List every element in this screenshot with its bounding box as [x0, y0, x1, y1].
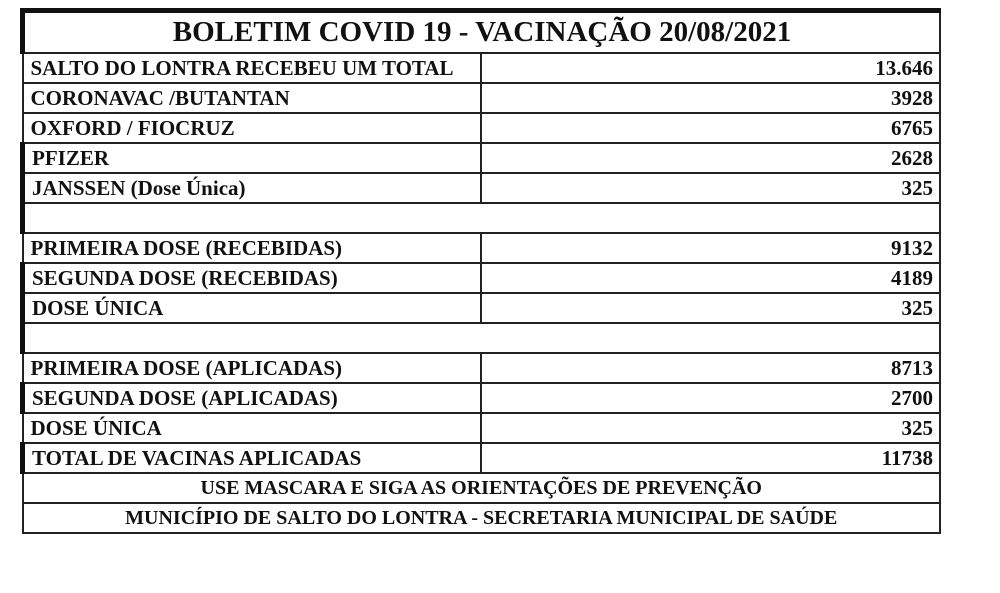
- table-row: [23, 233, 941, 263]
- total-row: [23, 443, 941, 473]
- spacer-row: [23, 323, 941, 353]
- municipality-credit: MUNICÍPIO DE SALTO DO LONTRA - SECRETARIA MUNICIPAL DE SAÚDE: [23, 503, 941, 533]
- row-label: DOSE ÚNICA: [23, 293, 482, 323]
- row-label: CORONAVAC /BUTANTAN: [23, 83, 482, 113]
- row-label: SALTO DO LONTRA RECEBEU UM TOTAL: [23, 53, 482, 83]
- row-value: 2700: [481, 383, 940, 413]
- bulletin-title: BOLETIM COVID 19 - VACINAÇÃO 20/08/2021: [23, 13, 941, 53]
- row-value: 325: [481, 293, 940, 323]
- bulletin-table: [20, 13, 941, 534]
- row-label: SEGUNDA DOSE (APLICADAS): [23, 383, 482, 413]
- row-value: 11738: [481, 443, 940, 473]
- row-label: PFIZER: [23, 143, 482, 173]
- row-label: PRIMEIRA DOSE (APLICADAS): [23, 353, 482, 383]
- prevention-message: USE MASCARA E SIGA AS ORIENTAÇÕES DE PREVENÇÃO: [23, 473, 941, 503]
- row-value: 325: [481, 413, 940, 443]
- footer-row: [23, 503, 941, 533]
- table-row: [23, 353, 941, 383]
- row-value: 6765: [481, 113, 940, 143]
- row-label: TOTAL DE VACINAS APLICADAS: [23, 443, 482, 473]
- footer-row: [23, 473, 941, 503]
- row-label: PRIMEIRA DOSE (RECEBIDAS): [23, 233, 482, 263]
- table-row: [23, 413, 941, 443]
- table-row: [23, 143, 941, 173]
- table-row: [23, 263, 941, 293]
- table-row: [23, 53, 941, 83]
- table-row: [23, 293, 941, 323]
- spacer-row: [23, 203, 941, 233]
- table-row: [23, 173, 941, 203]
- title-row: [23, 13, 941, 53]
- row-value: 3928: [481, 83, 940, 113]
- row-value: 4189: [481, 263, 940, 293]
- row-label: JANSSEN (Dose Única): [23, 173, 482, 203]
- row-value: 8713: [481, 353, 940, 383]
- table-row: [23, 113, 941, 143]
- row-label: OXFORD / FIOCRUZ: [23, 113, 482, 143]
- row-value: 13.646: [481, 53, 940, 83]
- table-row: [23, 383, 941, 413]
- row-value: 2628: [481, 143, 940, 173]
- row-value: 9132: [481, 233, 940, 263]
- row-label: DOSE ÚNICA: [23, 413, 482, 443]
- table-row: [23, 83, 941, 113]
- row-label: SEGUNDA DOSE (RECEBIDAS): [23, 263, 482, 293]
- empty-cell: [23, 323, 941, 353]
- vaccination-bulletin: [20, 8, 941, 534]
- row-value: 325: [481, 173, 940, 203]
- empty-cell: [23, 203, 941, 233]
